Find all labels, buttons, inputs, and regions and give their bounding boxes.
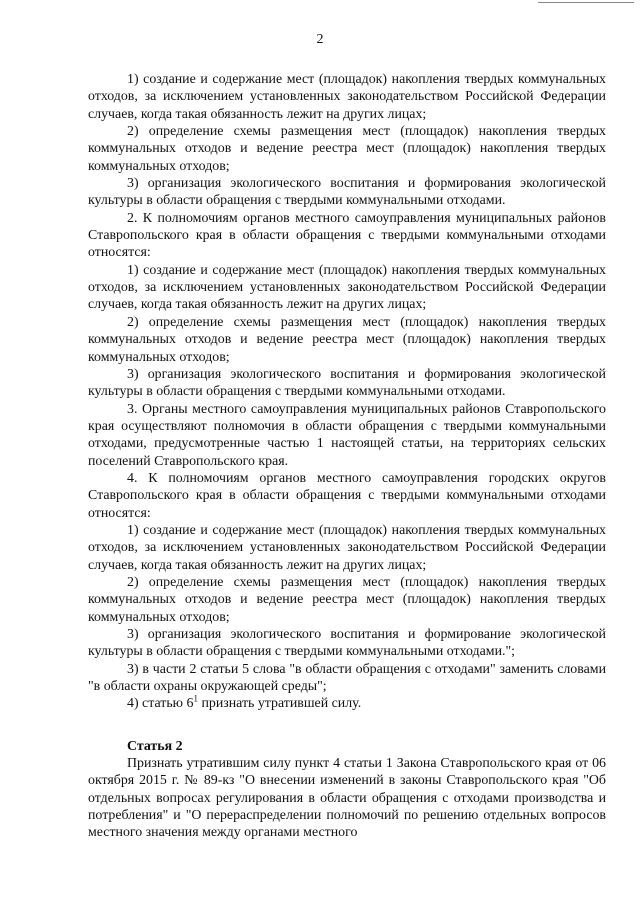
page-number: 2 xyxy=(316,32,324,47)
paragraph: 2) определение схемы размещения мест (площадок) накопления твердых коммунальных отходов и ведение реестра мест (площадок) накопления твердых коммунальных отходов; xyxy=(88,124,606,174)
paragraph-item-4 xyxy=(88,695,606,712)
paragraph: 3. Органы местного самоуправления муниципальных районов Ставропольского края осуществляют полномочия в области обращения с твердыми коммунальными отходами, предусмотренные частью 1 настоящей статьи, на территориях сельских поселений Ставропольского края. xyxy=(88,401,606,469)
paragraph: 1) создание и содержание мест (площадок) накопления твердых коммунальных отходов, за исключением установленных законодательством Российской Федерации случаев, когда такая обязанность лежит на других лицах; xyxy=(88,522,606,573)
paragraph: 2) определение схемы размещения мест (площадок) накопления твердых коммунальных отходов и ведение реестра мест (площадок) накопления твердых коммунальных отходов; xyxy=(88,574,606,625)
document-body xyxy=(88,71,606,842)
top-edge-line xyxy=(538,2,634,3)
paragraph: 1) создание и содержание мест (площадок) накопления твердых коммунальных отходов, за исключением установленных законодательством Российской Федерации случаев, когда такая обязанность лежит на других лицах; xyxy=(88,72,606,122)
paragraph: 3) организация экологического воспитания и формирование экологической культуры в области обращения с твердыми коммунальными отходами."; xyxy=(88,627,606,660)
item4-text-rest: признать утратившей силу. xyxy=(197,696,362,712)
paragraph: 1) создание и содержание мест (площадок) накопления твердых коммунальных отходов, за исключением установленных законодательством Российской Федерации случаев, когда такая обязанность лежит на других лицах; xyxy=(88,262,606,313)
paragraph: 4. К полномочиям органов местного самоуправления городских округов Ставропольского края в области обращения с твердыми коммунальными отходами относятся: xyxy=(88,470,606,521)
paragraph: 3) организация экологического воспитания и формирования экологической культуры в области обращения с твердыми коммунальными отходами. xyxy=(88,366,606,400)
article-2-heading: Статья 2 xyxy=(127,738,183,754)
paragraph: 2) определение схемы размещения мест (площадок) накопления твердых коммунальных отходов и ведение реестра мест (площадок) накопления твердых коммунальных отходов; xyxy=(88,314,606,365)
item4-text: 4) статью 6 xyxy=(127,696,194,712)
paragraph: 3) в части 2 статьи 5 слова "в области обращения с отходами" заменить словами "в области охраны окружающей среды"; xyxy=(88,661,606,695)
item4-superscript: 1 xyxy=(193,693,198,704)
paragraph: 2. К полномочиям органов местного самоуправления муниципальных районов Ставропольского края в области обращения с твердыми коммунальными отходами относятся: xyxy=(88,210,606,261)
paragraph: 3) организация экологического воспитания и формирования экологической культуры в области обращения с твердыми коммунальными отходами. xyxy=(88,176,606,209)
article-2-text: Признать утратившим силу пункт 4 статьи 1 Закона Ставропольского края от 06 октября 2015 г. № 89-кз "О внесении изменений в законы Ставропольского края "Об отдельных вопросах регулирования в области обращения с отходами производства и потребления" и "О перераспределении полномочий по решению отдельных вопросов местного значения между органами местного xyxy=(88,756,606,841)
